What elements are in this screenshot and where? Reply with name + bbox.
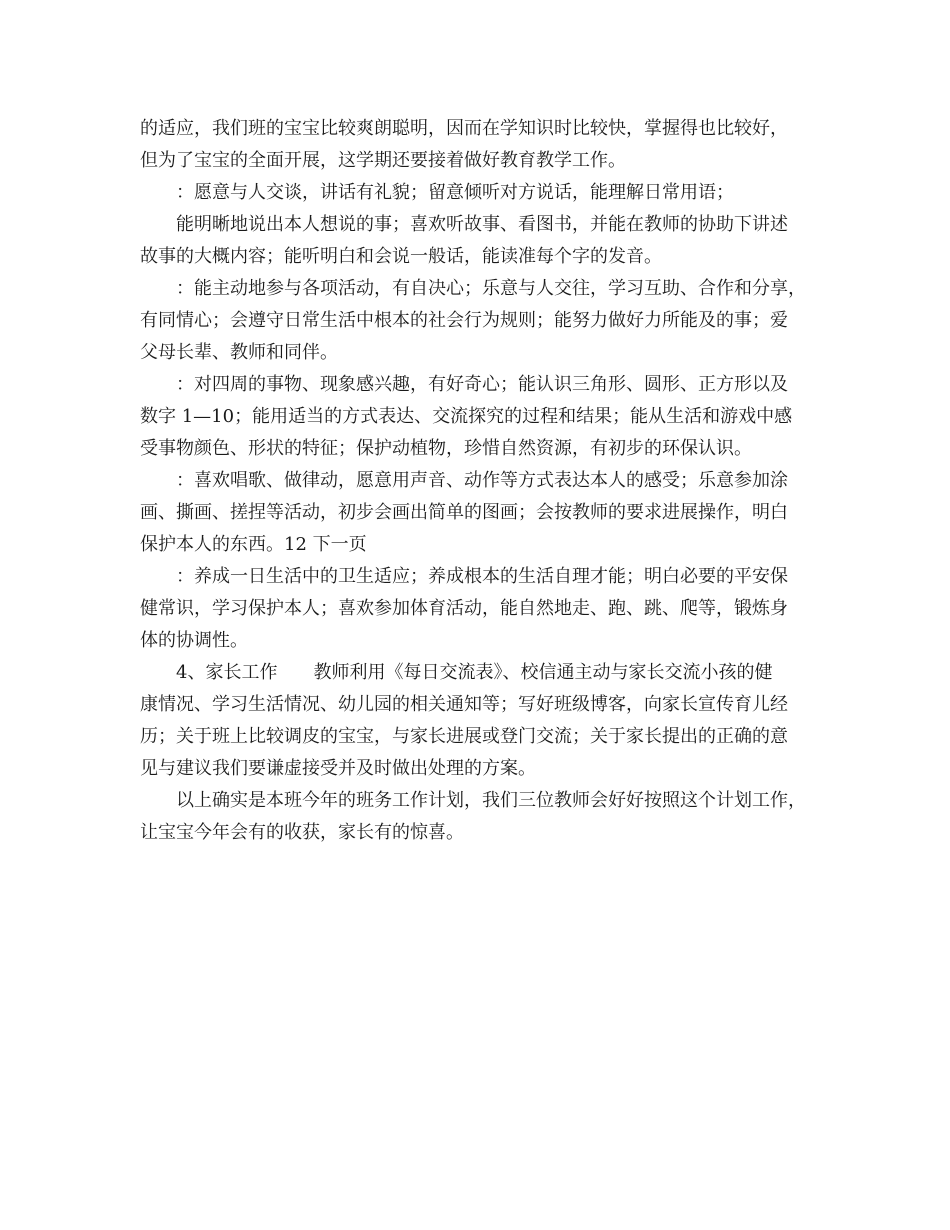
text-line: ：愿意与人交谈，讲话有礼貌；留意倾听对方说话，能理解日常用语； (176, 182, 734, 203)
text-line: 历；关于班上比较调皮的宝宝，与家长进展或登门交流；关于家长提出的正确的意 (140, 726, 788, 747)
text-line: 健常识，学习保护本人；喜欢参加体育活动，能自然地走、跑、跳、爬等，锻炼身 (140, 598, 788, 619)
text-line: 能明晰地说出本人想说的事；喜欢听故事、看图书，并能在教师的协助下讲述 (176, 214, 788, 235)
text-line: 受事物颜色、形状的特征；保护动植物，珍惜自然资源，有初步的环保认识。 (140, 438, 752, 459)
text-line: 但为了宝宝的全面开展，这学期还要接着做好教育教学工作。 (140, 150, 626, 171)
document-body (140, 113, 830, 849)
text-line: 保护本人的东西。12 下一页 (140, 534, 367, 555)
text-line: ：能主动地参与各项活动，有自决心；乐意与人交往，学习互助、合作和分享， (176, 278, 806, 299)
text-line: 4、家长工作 教师利用《每日交流表》、校信通主动与家长交流小孩的健 (176, 662, 773, 683)
text-line: 数字 1—10；能用适当的方式表达、交流探究的过程和结果；能从生活和游戏中感 (140, 406, 793, 427)
text-line: 有同情心；会遵守日常生活中根本的社会行为规则；能努力做好力所能及的事；爱 (140, 310, 788, 331)
text-line: 见与建议我们要谦虚接受并及时做出处理的方案。 (140, 758, 536, 779)
text-line: 父母长辈、教师和同伴。 (140, 342, 338, 363)
text-line: 体的协调性。 (140, 630, 248, 651)
text-line: ：喜欢唱歌、做律动，愿意用声音、动作等方式表达本人的感受；乐意参加涂 (176, 470, 788, 491)
text-line: 让宝宝今年会有的收获，家长有的惊喜。 (140, 822, 464, 843)
text-line: ：对四周的事物、现象感兴趣，有好奇心；能认识三角形、圆形、正方形以及 (176, 374, 788, 395)
text-line: 以上确实是本班今年的班务工作计划，我们三位教师会好好按照这个计划工作， (176, 790, 806, 811)
text-line: ：养成一日生活中的卫生适应；养成根本的生活自理才能；明白必要的平安保 (176, 566, 788, 587)
text-line: 康情况、学习生活情况、幼儿园的相关通知等；写好班级博客，向家长宣传育儿经 (140, 694, 788, 715)
text-line: 的适应，我们班的宝宝比较爽朗聪明，因而在学知识时比较快，掌握得也比较好， (140, 118, 788, 139)
text-line: 故事的大概内容；能听明白和会说一般话，能读准每个字的发音。 (140, 246, 662, 267)
text-line: 画、撕画、搓捏等活动，初步会画出简单的图画；会按教师的要求进展操作，明白 (140, 502, 788, 523)
